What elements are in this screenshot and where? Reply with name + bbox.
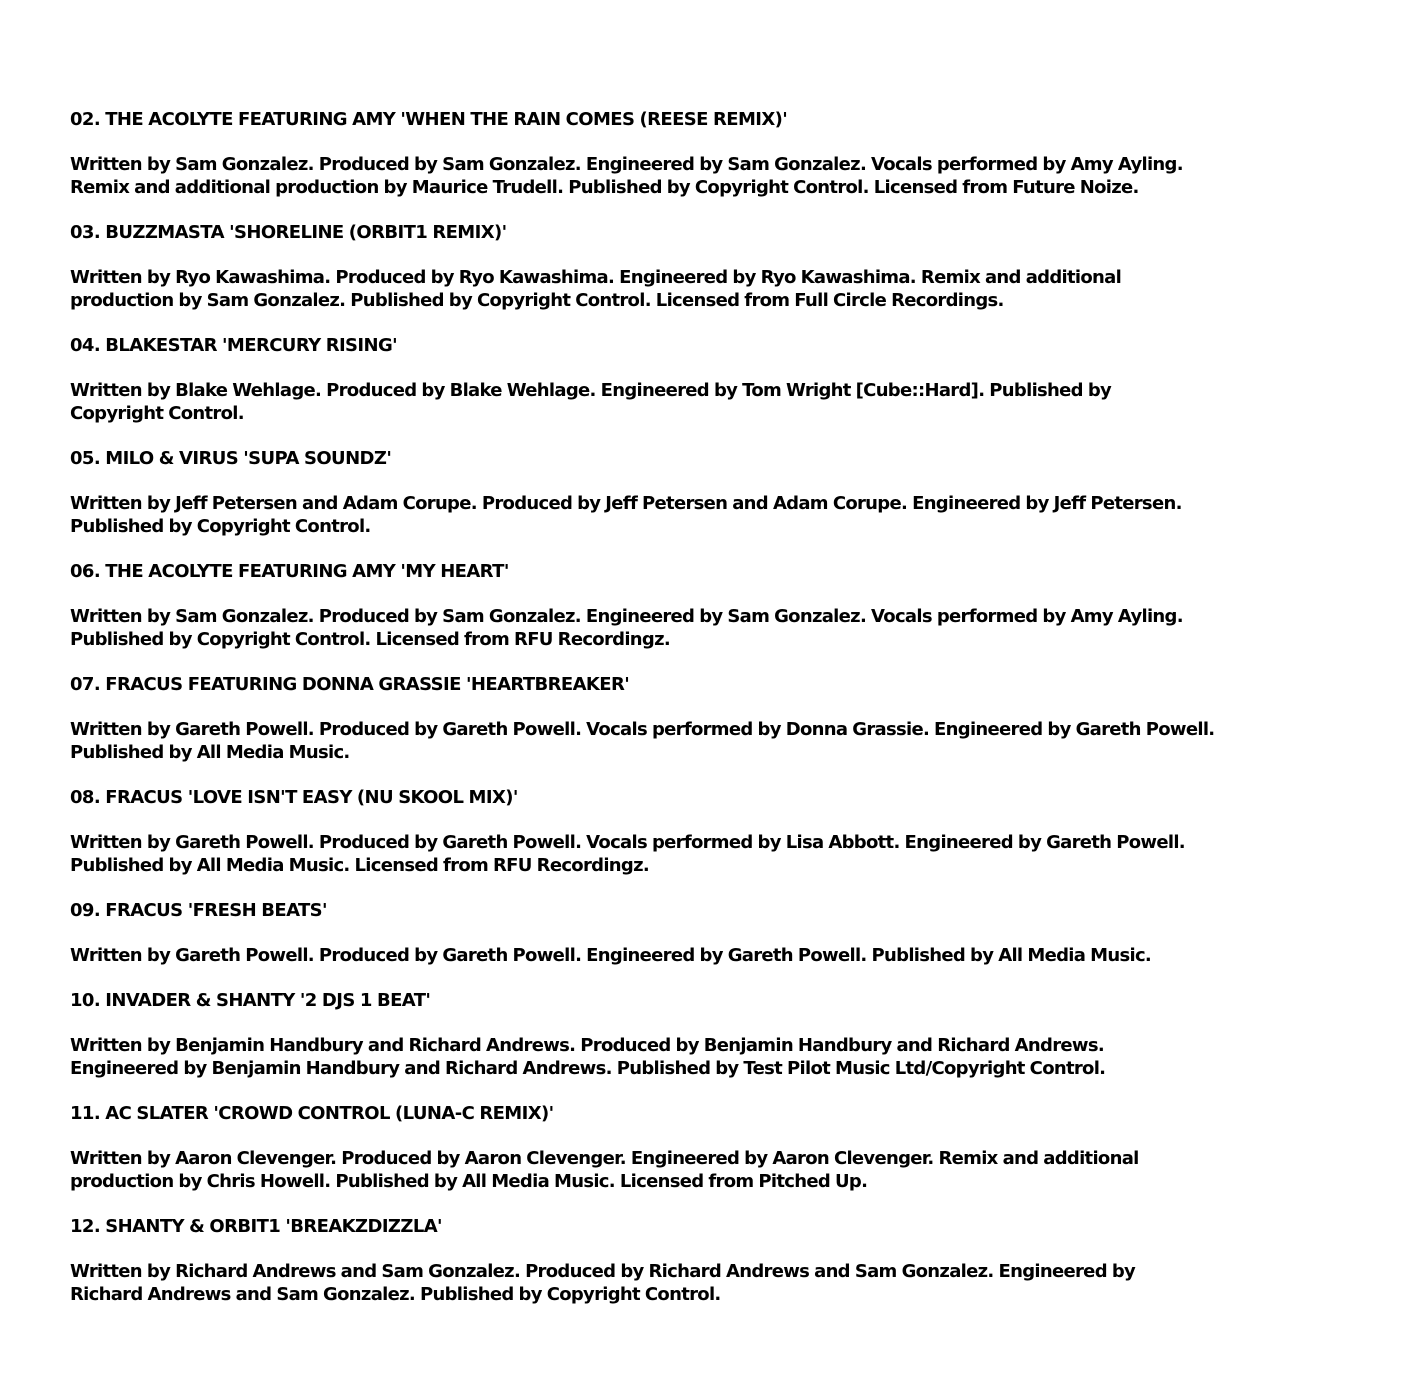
credit-line: Written by Ryo Kawashima. Produced by Ryo Kawashima. Engineered by Ryo Kawashima. Remix and additional — [70, 267, 1122, 288]
credit-line: Written by Benjamin Handbury and Richard Andrews. Produced by Benjamin Handbury and Richard Andrews. — [70, 1035, 1104, 1056]
credit-line: Published by All Media Music. — [70, 742, 350, 763]
track-title: 03. BUZZMASTA 'SHORELINE (ORBIT1 REMIX)' — [70, 222, 507, 243]
track-title: 05. MILO & VIRUS 'SUPA SOUNDZ' — [70, 448, 392, 469]
track-title: 10. INVADER & SHANTY '2 DJS 1 BEAT' — [70, 990, 431, 1011]
track-entry — [70, 1215, 1400, 1306]
track-title: 11. AC SLATER 'CROWD CONTROL (LUNA-C REMIX)' — [70, 1103, 554, 1124]
track-entry — [70, 899, 1400, 967]
credit-line: production by Chris Howell. Published by All Media Music. Licensed from Pitched Up. — [70, 1171, 868, 1192]
track-credits — [70, 492, 1400, 538]
track-title: 02. THE ACOLYTE FEATURING AMY 'WHEN THE RAIN COMES (REESE REMIX)' — [70, 109, 788, 130]
track-title: 04. BLAKESTAR 'MERCURY RISING' — [70, 335, 398, 356]
track-entry — [70, 989, 1400, 1080]
credit-line: Written by Gareth Powell. Produced by Gareth Powell. Vocals performed by Donna Grassie. Engineered by Gareth Powell. — [70, 719, 1215, 740]
credit-line: Written by Gareth Powell. Produced by Gareth Powell. Engineered by Gareth Powell. Published by All Media Music. — [70, 945, 1152, 966]
credit-line: Copyright Control. — [70, 403, 244, 424]
credit-line: Written by Sam Gonzalez. Produced by Sam Gonzalez. Engineered by Sam Gonzalez. Vocals performed by Amy Ayling. — [70, 154, 1183, 175]
credit-line: Published by Copyright Control. Licensed from RFU Recordingz. — [70, 629, 671, 650]
track-entry — [70, 786, 1400, 877]
credit-line: Written by Jeff Petersen and Adam Corupe. Produced by Jeff Petersen and Adam Corupe. Engineered by Jeff Petersen. — [70, 493, 1182, 514]
track-credits-page — [70, 108, 1400, 1328]
credit-line: Written by Aaron Clevenger. Produced by Aaron Clevenger. Engineered by Aaron Clevenger. Remix and additional — [70, 1148, 1139, 1169]
track-credits — [70, 379, 1400, 425]
track-entry — [70, 673, 1400, 764]
track-title: 07. FRACUS FEATURING DONNA GRASSIE 'HEARTBREAKER' — [70, 674, 630, 695]
track-entry — [70, 447, 1400, 538]
credit-line: Written by Gareth Powell. Produced by Gareth Powell. Vocals performed by Lisa Abbott. Engineered by Gareth Powell. — [70, 832, 1185, 853]
credit-line: Published by Copyright Control. — [70, 516, 371, 537]
track-credits — [70, 605, 1400, 651]
track-credits — [70, 831, 1400, 877]
credit-line: production by Sam Gonzalez. Published by Copyright Control. Licensed from Full Circle Recordings. — [70, 290, 1004, 311]
credit-line: Remix and additional production by Maurice Trudell. Published by Copyright Control. Licensed from Future Noize. — [70, 177, 1139, 198]
track-credits — [70, 1034, 1400, 1080]
track-credits — [70, 266, 1400, 312]
track-entry — [70, 221, 1400, 312]
track-entry — [70, 108, 1400, 199]
track-credits — [70, 718, 1400, 764]
credit-line: Written by Richard Andrews and Sam Gonzalez. Produced by Richard Andrews and Sam Gonzalez. Engineered by — [70, 1261, 1136, 1282]
track-entry — [70, 334, 1400, 425]
track-entry — [70, 1102, 1400, 1193]
credit-line: Written by Sam Gonzalez. Produced by Sam Gonzalez. Engineered by Sam Gonzalez. Vocals performed by Amy Ayling. — [70, 606, 1183, 627]
track-credits — [70, 944, 1400, 967]
track-title: 06. THE ACOLYTE FEATURING AMY 'MY HEART' — [70, 561, 509, 582]
credit-line: Engineered by Benjamin Handbury and Richard Andrews. Published by Test Pilot Music Ltd/Copyright Control. — [70, 1058, 1106, 1079]
track-credits — [70, 153, 1400, 199]
credit-line: Richard Andrews and Sam Gonzalez. Published by Copyright Control. — [70, 1284, 721, 1305]
track-credits — [70, 1260, 1400, 1306]
track-title: 09. FRACUS 'FRESH BEATS' — [70, 900, 327, 921]
track-credits — [70, 1147, 1400, 1193]
credit-line: Published by All Media Music. Licensed from RFU Recordingz. — [70, 855, 650, 876]
track-title: 12. SHANTY & ORBIT1 'BREAKZDIZZLA' — [70, 1216, 442, 1237]
track-entry — [70, 560, 1400, 651]
credit-line: Written by Blake Wehlage. Produced by Blake Wehlage. Engineered by Tom Wright [Cube::Hard]. Published by — [70, 380, 1112, 401]
track-title: 08. FRACUS 'LOVE ISN'T EASY (NU SKOOL MIX)' — [70, 787, 518, 808]
